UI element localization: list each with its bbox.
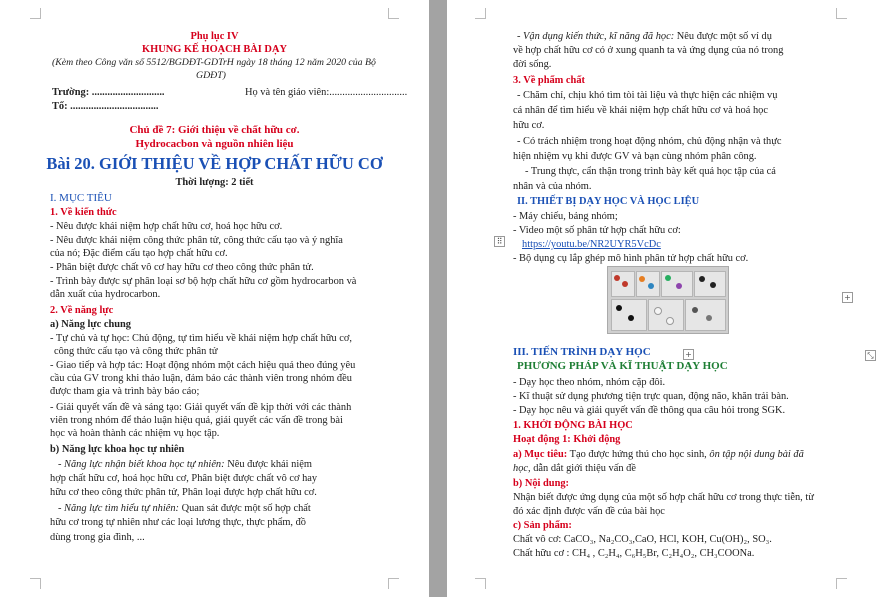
subsection-knowledge: 1. Về kiến thức xyxy=(50,207,117,218)
document-page-left[interactable] xyxy=(0,0,429,597)
teacher-field: Họ và tên giáo viên:.............................. xyxy=(245,87,408,98)
atom-ball xyxy=(614,275,620,281)
equipment-item: - Máy chiếu, bảng nhóm; xyxy=(513,211,618,222)
table-move-handle-icon[interactable]: ⠿ xyxy=(494,236,505,247)
attachment-note-1: (Kèm theo Công văn số 5512/BGDĐT-GDTrH ngày 18 tháng 12 năm 2020 của Bộ xyxy=(52,57,376,68)
knowledge-item: - Trình bày được sự phân loại sơ bộ hợp chất hữu cơ gồm hydrocarbon và xyxy=(50,276,357,287)
content-text: Nhận biết được ứng dụng của một số hợp chất hữu cơ trong thực tiễn, từ xyxy=(513,492,814,503)
margin-mark-top-right xyxy=(836,8,847,19)
organic-compounds: Chất hữu cơ : CH₄ , C₂H₄, C₆H₅Br, C₂H₄O₂, CH₃COONa. xyxy=(513,548,755,559)
activity-1-heading: Hoạt động 1: Khởi động xyxy=(513,434,621,445)
knowledge-item-cont: dẫn xuất của hydrocarbon. xyxy=(50,289,161,300)
subsection-qualities: 3. Về phẩm chất xyxy=(513,75,585,86)
section-procedure: III. TIẾN TRÌNH DẠY HỌC xyxy=(513,346,651,358)
competence-item: - Giải quyết vấn đề và sáng tạo: Giải quyết vấn đề kịp thời với các thành xyxy=(50,402,352,413)
quality-item: - Trung thực, cẩn thận trong trình bày kết quả học tập của cá xyxy=(525,166,776,177)
knowledge-item: - Nêu được khái niệm hợp chất hữu cơ, hoá học hữu cơ. xyxy=(50,221,283,232)
quality-item-cont: hữu cơ. xyxy=(513,120,545,131)
goal-line-cont: học, dẫn dắt giới thiệu vấn đề xyxy=(513,463,636,474)
quality-item-cont: hiện nhiệm vụ khi được GV và bạn cùng nhóm phân công. xyxy=(513,151,757,162)
inorganic-compounds: Chất vô cơ: CaCO₃, Na₂CO₃,CaO, HCl, KOH, Cu(OH)₂, SO₃. xyxy=(513,534,772,545)
science-competence-heading: b) Năng lực khoa học tự nhiên xyxy=(50,444,185,455)
add-icon[interactable]: + xyxy=(842,292,853,303)
science-competence-cont: hữu cơ theo công thức phân tử, Phân loại được hợp chất hữu cơ. xyxy=(50,487,317,498)
quality-item: - Có trách nhiệm trong hoạt động nhóm, chủ động nhận và thực xyxy=(517,136,782,147)
quality-item-cont: nhân và của nhóm. xyxy=(513,181,592,192)
competence-item-cont: được tham gia và trình bày báo cáo; xyxy=(50,386,200,397)
competence-item: - Giao tiếp và hợp tác: Hoạt động nhóm một cách hiệu quả theo đúng yêu xyxy=(50,360,356,371)
subsection-competence: 2. Về năng lực xyxy=(50,305,114,316)
section-objectives: I. MỤC TIÊU xyxy=(50,192,112,204)
product-label: c) Sản phẩm: xyxy=(513,520,572,531)
section-equipment: II. THIẾT BỊ DẠY HỌC VÀ HỌC LIỆU xyxy=(517,196,700,207)
science-competence-cont: hợp chất hữu cơ, hoá học hữu cơ, Phân biệt được chất vô cơ hay xyxy=(50,473,318,484)
add-icon[interactable]: + xyxy=(683,349,694,360)
margin-mark-top-left xyxy=(30,8,41,19)
page-gap xyxy=(429,0,447,597)
method-item: - Dạy học nêu và giải quyết vấn đề thông qua câu hỏi trong SGK. xyxy=(513,405,786,416)
lesson-title: Bài 20. GIỚI THIỆU VỀ HỢP CHẤT HỮU CƠ xyxy=(46,154,383,173)
content-text-cont: đó xác định được vấn đề của bài học xyxy=(513,506,665,517)
knowledge-item: - Nêu được khái niệm công thức phân tử, công thức cấu tạo và ý nghĩa xyxy=(50,235,343,246)
kit-compartment xyxy=(685,299,726,331)
knowledge-item-cont: của nó; Đặc điểm cấu tạo hợp chất hữu cơ. xyxy=(50,248,228,259)
atom-ball xyxy=(699,276,705,282)
goal-line: a) Mục tiêu: Tạo được hứng thú cho học sinh, ôn tập nội dung bài đã xyxy=(513,449,804,460)
margin-mark-top-right xyxy=(388,8,399,19)
content-label: b) Nội dung: xyxy=(513,478,570,489)
duration-label: Thời lượng: 2 tiết xyxy=(175,177,254,188)
attachment-note-2: GDĐT) xyxy=(196,70,226,81)
margin-mark-bottom-right xyxy=(836,578,847,589)
equipment-item: - Video một số phân tử hợp chất hữu cơ: xyxy=(513,225,681,236)
applying-skill-cont: đời sống. xyxy=(513,59,552,70)
competence-item: - Tự chủ và tự học: Chủ động, tự tìm hiểu về khái niệm hợp chất hữu cơ, xyxy=(50,333,352,344)
atom-ball xyxy=(676,283,682,289)
knowledge-item: - Phân biệt được chất vô cơ hay hữu cơ theo công thức phân tử. xyxy=(50,262,314,273)
science-competence-item: - Năng lực tìm hiểu tự nhiên: Quan sát được một số hợp chất xyxy=(58,503,311,514)
method-item: - Kĩ thuật sử dụng phương tiện trực quan, động não, khăn trải bàn. xyxy=(513,391,789,402)
quality-item-cont: cá nhân để tìm hiểu về khái niệm hợp chất hữu cơ và hoá học xyxy=(513,105,768,116)
margin-mark-bottom-left xyxy=(30,578,41,589)
applying-skill-cont: về hợp chất hữu cơ có ở xung quanh ta và ứng dụng của nó trong xyxy=(513,45,784,56)
atom-ball xyxy=(622,281,628,287)
general-competence-heading: a) Năng lực chung xyxy=(50,319,131,330)
kit-compartment xyxy=(648,299,684,331)
video-link[interactable]: https://youtu.be/NR2UYR5VcDc xyxy=(522,239,661,250)
appendix-label: Phụ lục IV xyxy=(190,31,239,42)
atom-ball xyxy=(639,276,645,282)
step-heading-warmup: 1. KHỞI ĐỘNG BÀI HỌC xyxy=(513,420,633,431)
margin-mark-top-left xyxy=(475,8,486,19)
atom-ball xyxy=(654,307,662,315)
atom-ball xyxy=(692,307,698,313)
method-item: - Dạy học theo nhóm, nhóm cặp đôi. xyxy=(513,377,666,388)
topic-title-1: Chủ đề 7: Giới thiệu về chất hữu cơ. xyxy=(129,124,300,136)
atom-ball xyxy=(648,283,654,289)
equipment-item: - Bộ dụng cụ lắp ghép mô hình phân tử hợp chất hữu cơ. xyxy=(513,253,749,264)
molecule-model-kit-image xyxy=(607,266,729,334)
atom-ball xyxy=(706,315,712,321)
atom-ball xyxy=(710,282,716,288)
competence-item-cont: công thức cấu tạo và công thức phân tử xyxy=(54,346,218,357)
margin-mark-bottom-right xyxy=(388,578,399,589)
layout-options-icon[interactable]: ⤡ xyxy=(865,350,876,361)
atom-ball xyxy=(665,275,671,281)
group-field: Tổ: .................................. xyxy=(52,101,159,112)
margin-mark-bottom-left xyxy=(475,578,486,589)
applying-skill-item: - Vận dụng kiến thức, kĩ năng đã học: Nêu được một số ví dụ xyxy=(517,31,772,42)
topic-title-2: Hydrocacbon và nguồn nhiên liệu xyxy=(135,138,294,150)
atom-ball xyxy=(616,305,622,311)
science-competence-cont: dùng trong gia đình, ... xyxy=(50,532,145,543)
quality-item: - Chăm chỉ, chịu khó tìm tòi tài liệu và thực hiện các nhiệm vụ xyxy=(517,90,778,101)
methods-heading: PHƯƠNG PHÁP VÀ KĨ THUẬT DẠY HỌC xyxy=(517,360,728,372)
form-heading: KHUNG KẾ HOẠCH BÀI DẠY xyxy=(142,44,287,55)
atom-ball xyxy=(666,317,674,325)
school-field: Trường: ............................ xyxy=(52,87,165,98)
science-competence-item: - Năng lực nhận biết khoa học tự nhiên: Nêu được khái niệm xyxy=(58,459,312,470)
document-page-right[interactable] xyxy=(447,0,877,597)
competence-item-cont: viên trong nhóm để thảo luận hiệu quả, giải quyết các vấn đề trong bài xyxy=(50,415,343,426)
atom-ball xyxy=(628,315,634,321)
competence-item-cont: học và hoàn thành các nhiệm vụ học tập. xyxy=(50,428,220,439)
science-competence-cont: hữu cơ trong tự nhiên như các loại lương thực, thực phẩm, đồ xyxy=(50,517,307,528)
competence-item-cont: cầu của GV trong khi thảo luận, đảm bảo các thành viên trong nhóm đều xyxy=(50,373,352,384)
